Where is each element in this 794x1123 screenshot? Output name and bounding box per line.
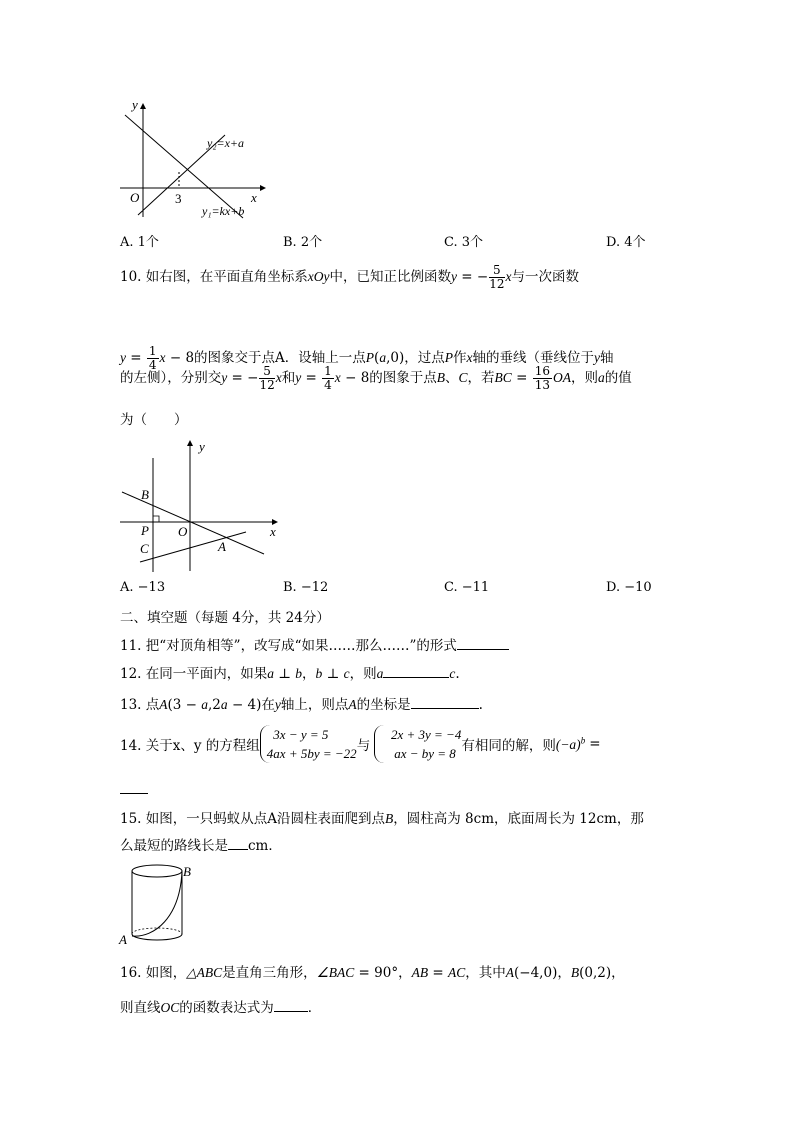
q10-option-b: B. −12 xyxy=(283,580,329,595)
q14-system-1: 3x − y = 5 4ax + 5by = −22 xyxy=(260,725,357,763)
q9-line-y1-label: y₁=kx+b xyxy=(202,204,245,218)
q12-answer-blank[interactable] xyxy=(383,663,449,678)
q15-answer-blank[interactable] xyxy=(228,835,248,850)
q9-tick-3: 3 xyxy=(175,191,182,206)
q15-line-2: 么最短的路线长是 cm． xyxy=(120,834,282,854)
q9-option-c: C. 3个 xyxy=(444,235,484,250)
q10-line-4: 为（ ） xyxy=(120,412,188,428)
frac-1-4: $\frac{1}{4}$ xyxy=(148,344,157,372)
q16-line-1: 16. 如图，△ABC是直角三角形，∠BAC = 90°，AB = AC，其中A(−4,0)，B(0,2)， xyxy=(120,965,625,981)
q10-x-label: x xyxy=(270,524,276,539)
q10-line-3: 的左侧），分别交y = − $\frac{5}{12}$ x和y = $\frac{1}{4}$ x − 8的图象于点B、C，若BC = $\frac{16}{13}$ OA，则a的值 xyxy=(120,364,632,392)
q9-option-a: A. 1个 xyxy=(120,235,159,250)
q15-cylinder-figure xyxy=(114,858,204,948)
q10-c-label: C xyxy=(140,541,149,556)
q10-b-label: B xyxy=(141,487,149,502)
q14-system-2: 2x + 3y = −4 ax − by = 8 xyxy=(374,725,461,763)
q10-line-1: 10. 如右图，在平面直角坐标系xOy中，已知正比例函数y = − $\frac{5}{12}$ x与一次函数 xyxy=(120,263,579,291)
q9-line-y2-label: y₂=x+a xyxy=(207,136,245,150)
q16-answer-blank[interactable] xyxy=(274,997,308,1012)
q10-option-c: C. −11 xyxy=(444,580,490,595)
q9-option-b: B. 2个 xyxy=(283,235,323,250)
frac-16-13: $\frac{16}{13}$ xyxy=(534,364,550,392)
frac-5-12: $\frac{5}{12}$ xyxy=(489,263,505,291)
q11-answer-blank[interactable] xyxy=(457,635,509,650)
q9-origin-label: O xyxy=(130,190,140,205)
q10-line-2: y = $\frac{1}{4}$ x − 8的图象交于点A．设轴上一点P(a,0)，过点P作x轴的垂线（垂线位于y轴 xyxy=(120,344,614,372)
q9-graph xyxy=(110,95,270,225)
q9-option-d: D. 4个 xyxy=(606,235,646,250)
q14-answer-blank[interactable] xyxy=(120,792,148,794)
q11: 11. 把“对顶角相等”，改写成“如果……那么……”的形式 xyxy=(120,634,509,654)
q14: 14. 关于x、y 的方程组 3x − y = 5 4ax + 5by = −22与 2x + 3y = −4 ax − by = 8 有相同的解，则$(-a)^b$ = xyxy=(120,727,601,761)
q10-origin-label: O xyxy=(178,524,188,539)
q9-y-label: y xyxy=(132,97,138,112)
q10-graph xyxy=(110,436,290,578)
q10-option-d: D. −10 xyxy=(606,580,652,595)
q15-a-label: A xyxy=(119,932,127,947)
q15-b-label: B xyxy=(183,864,191,879)
q10-a-label: A xyxy=(218,539,226,554)
q13-answer-blank[interactable] xyxy=(411,694,479,709)
q15-line-1: 15. 如图，一只蚂蚁从点A沿圆柱表面爬到点B，圆柱高为 8cm，底面周长为 12cm，那 xyxy=(120,811,644,827)
q9-x-label: x xyxy=(251,190,257,205)
q10-option-a: A. −13 xyxy=(120,580,166,595)
q13: 13. 点A(3 − a,2a − 4)在y轴上，则点A的坐标是 . xyxy=(120,693,483,713)
q10-p-label: P xyxy=(141,523,149,538)
q16-line-2: 则直线OC的函数表达式为 ． xyxy=(120,996,321,1016)
q12: 12. 在同一平面内，如果a ⊥ b，b ⊥ c，则a c. xyxy=(120,662,460,682)
section-2-heading: 二、填空题（每题 4分，共 24分） xyxy=(120,610,330,626)
q10-y-label: y xyxy=(199,439,205,454)
